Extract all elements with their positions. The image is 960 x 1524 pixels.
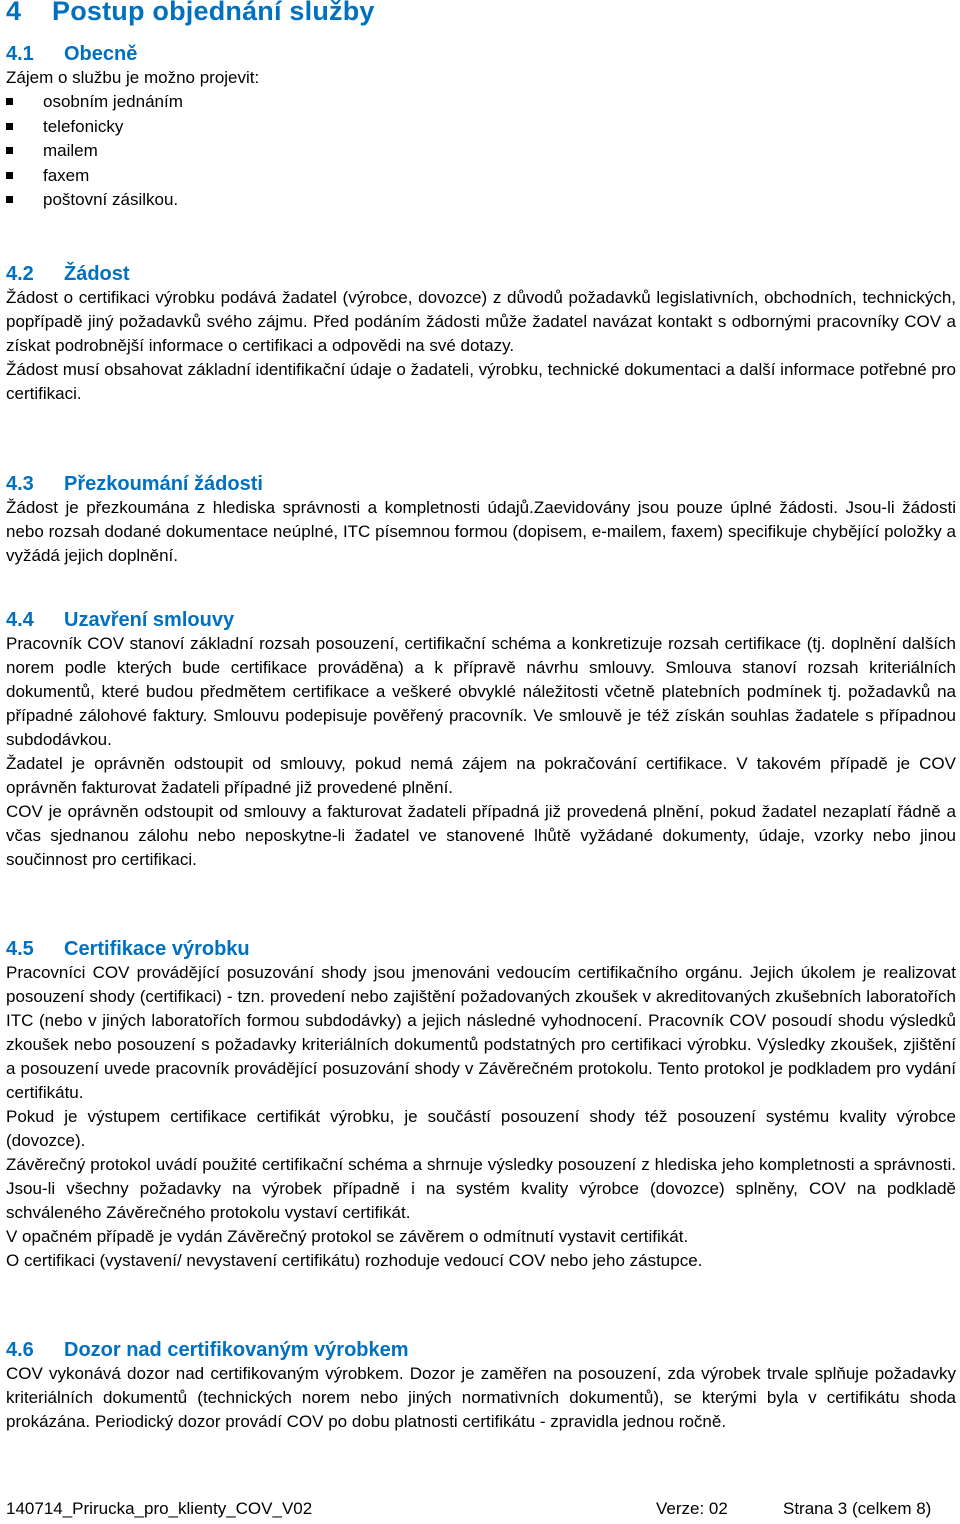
list-item-text: poštovní zásilkou.: [43, 190, 179, 209]
section-4-2: [6, 262, 956, 406]
paragraph: COV vykonává dozor nad certifikovaným výrobkem. Dozor je zaměřen na posouzení, zda výrobek trvale splňuje požadavky kriteriálních dokumentů (technických norem nebo jiných normativních dokumentů), se kterými byla v certifikátu shoda prokázána. Periodický dozor provádí COV po dobu platnosti certifikátu - zpravidla jednou ročně.: [6, 1364, 956, 1431]
section-4-4: [6, 608, 956, 872]
section-title: Uzavření smlouvy: [64, 609, 235, 631]
list-item-text: faxem: [43, 165, 90, 185]
section-number: 4.5: [6, 938, 34, 960]
list-item: [6, 115, 956, 140]
list-item: [6, 164, 956, 189]
paragraph: V opačném případě je vydán Závěrečný protokol se závěrem o odmítnutí vystavit certifikát.: [6, 1227, 689, 1246]
section-heading: [6, 42, 956, 66]
paragraph: O certifikaci (vystavení/ nevystavení certifikátu) rozhoduje vedoucí COV nebo jeho zástupce.: [6, 1251, 703, 1270]
bullet-square-icon: [6, 196, 13, 203]
list-item: [6, 90, 956, 115]
paragraph: Žádost musí obsahovat základní identifikační údaje o žadateli, výrobku, technické dokumentaci a další informace potřebné pro certifikaci.: [6, 360, 956, 403]
section-title: Žádost: [64, 263, 130, 285]
section-number: 4.1: [6, 43, 34, 65]
list-item: [6, 139, 956, 164]
section-heading: [6, 1338, 956, 1362]
list-item: [6, 188, 956, 213]
paragraph: Pokud je výstupem certifikace certifikát výrobku, je součástí posouzení shody též posouzení systému kvality výrobce (dovozce).: [6, 1107, 956, 1150]
section-number: 4.2: [6, 263, 34, 285]
bullet-square-icon: [6, 147, 13, 154]
bullet-list: [6, 90, 956, 213]
list-item-text: telefonicky: [43, 116, 124, 136]
footer-document-id: 140714_Prirucka_pro_klienty_COV_V02: [6, 1499, 313, 1518]
bullet-square-icon: [6, 123, 13, 130]
section-title: Obecně: [64, 43, 138, 65]
chapter-number: 4: [6, 0, 22, 26]
paragraph: Žádost je přezkoumána z hlediska správnosti a kompletnosti údajů.Zaevidovány jsou pouze úplné žádosti. Jsou-li žádosti nebo rozsah dodané dokumentace neúplné, ITC písemnou formou (dopisem, e-mailem, faxem) specifikuje chybějící položky a vyžádá jejich doplnění.: [6, 498, 956, 565]
chapter-heading: [6, 0, 375, 27]
section-heading: [6, 608, 956, 632]
paragraph: Žadatel je oprávněn odstoupit od smlouvy, pokud nemá zájem na pokračování certifikace. V takovém případě je COV oprávněn fakturovat žadateli případné již provedené plnění.: [6, 754, 956, 797]
footer-page-number: Strana 3 (celkem 8): [783, 1499, 932, 1518]
section-4-3: [6, 472, 956, 568]
section-4-6: [6, 1338, 956, 1434]
section-4-5: [6, 937, 956, 1273]
paragraph: COV je oprávněn odstoupit od smlouvy a fakturovat žadateli případná již provedená plnění, pokud žadatel nezaplatí řádně a včas sjednanou zálohu nebo neposkytne-li žadatel ve stanovené lhůtě vyžádané dokumenty, údaje, vzorky nebo jinou součinnost pro certifikaci.: [6, 802, 956, 869]
footer-version: Verze: 02: [656, 1499, 728, 1518]
list-item-text: mailem: [43, 141, 98, 160]
section-number: 4.4: [6, 609, 34, 631]
section-heading: [6, 262, 956, 286]
section-heading: [6, 472, 956, 496]
chapter-title: Postup objednání služby: [52, 0, 375, 26]
section-title: Certifikace výrobku: [64, 938, 250, 960]
bullet-square-icon: [6, 98, 13, 105]
section-number: 4.6: [6, 1339, 34, 1361]
section-title: Dozor nad certifikovaným výrobkem: [64, 1339, 409, 1361]
list-item-text: osobním jednáním: [43, 92, 183, 111]
section-4-1: [6, 42, 956, 213]
section-title: Přezkoumání žádosti: [64, 473, 263, 495]
section-heading: [6, 937, 956, 961]
bullet-square-icon: [6, 172, 13, 179]
paragraph: Pracovníci COV provádějící posuzování shody jsou jmenováni vedoucím certifikačního orgánu. Jejich úkolem je realizovat posouzení shody (certifikaci) - tzn. provedení nebo zajištění požadovaných zkoušek v akreditovaných zkušebních laboratořích ITC (nebo v jiných laboratořích formou subdodávky) a jejich následné vyhodnocení. Pracovník COV posoudí shodu výsledků zkoušek nebo posouzení s požadavky kriteriálních dokumentů podstatných pro certifikaci výrobku. Výsledky zkoušek, zjištění a posouzení uvede pracovník provádějící posuzování shody v Závěrečném protokolu. Tento protokol je podkladem pro vydání certifikátu.: [6, 963, 956, 1102]
paragraph: Zájem o službu je možno projevit:: [6, 68, 260, 87]
paragraph: Pracovník COV stanoví základní rozsah posouzení, certifikační schéma a konkretizuje rozsah certifikace (tj. doplnění dalších norem podle kterých bude certifikace prováděna) a k přípravě návrhu smlouvy. Smlouva stanoví rozsah kriteriálních dokumentů, které budou předmětem certifikace a veškeré obvyklé náležitosti včetně platebních podmínek tj. požadavků na případné zálohové faktury. Smlouvu podepisuje pověřený pracovník. Ve smlouvě je též získán souhlas žadatele s případnou subdodávkou.: [6, 634, 956, 749]
paragraph: Žádost o certifikaci výrobku podává žadatel (výrobce, dovozce) z důvodů požadavků legislativních, obchodních, technických, popřípadě jiný požadavků svého zájmu. Před podáním žádosti může žadatel navázat kontakt s odbornými pracovníky COV a získat podrobnější informace o certifikaci a odpovědi na své dotazy.: [6, 288, 956, 355]
section-number: 4.3: [6, 473, 34, 495]
paragraph: Závěrečný protokol uvádí použité certifikační schéma a shrnuje výsledky posouzení z hlediska jeho kompletnosti a správnosti. Jsou-li všechny požadavky na výrobek případně i na systém kvality výrobce (dovozce) splněny, COV na podkladě schváleného Závěrečného protokolu vystaví certifikát.: [6, 1155, 956, 1222]
